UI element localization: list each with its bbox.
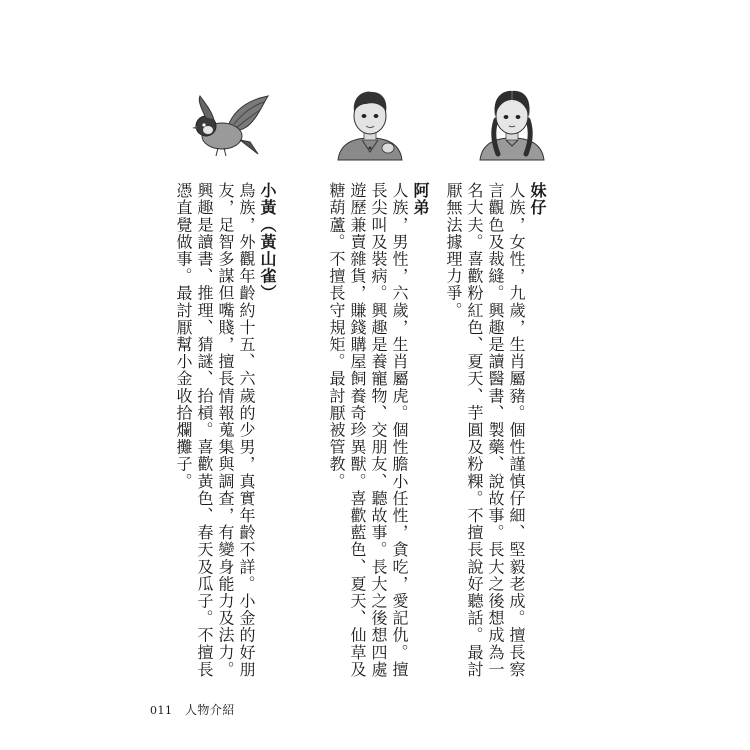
yellow-tit-bird-illustration — [188, 92, 274, 162]
character-name: 阿弟 — [411, 182, 430, 217]
character-entry-brother — [327, 182, 431, 682]
section-title: 人物介紹 — [184, 703, 235, 717]
page-footer — [150, 701, 235, 718]
character-description: 人族，男性，六歲，生肖屬虎。個性膽小任性，貪吃，愛記仇。擅長尖叫及裝病。興趣是養寵物、交朋友、聽故事。長大之後想四處遊歷兼賣雜貨，賺錢購屋飼養奇珍異獸。喜歡藍色、夏天、仙草及糖葫蘆。不擅長守規矩。最討厭被管教。 — [327, 182, 409, 678]
character-description: 鳥族，外觀年齡約十五、六歲的少男，真實年齡不詳。小金的好朋友，足智多謀但嘴賤，擅長情報蒐集與調查，有變身能力及法力。興趣是讀書、推理、猜謎、抬槓。喜歡黃色、春天及瓜子。不擅長憑直覺做事。最討厭幫小金收拾爛攤子。 — [174, 182, 256, 678]
brother-portrait-illustration — [330, 82, 410, 162]
sister-portrait-illustration — [472, 82, 552, 162]
character-entry-sister — [444, 182, 548, 682]
character-entry-sparrow — [174, 182, 278, 682]
character-name: 小黃（黃山雀） — [258, 182, 277, 302]
character-name: 妹仔 — [528, 182, 547, 217]
character-description: 人族，女性，九歲，生肖屬豬。個性謹慎仔細、堅毅老成。擅長察言觀色及裁縫。興趣是讀醫書、製藥、說故事。長大之後想成為一名大夫。喜歡粉紅色、夏天、芋圓及粉粿。不擅長說好聽話。最討厭無法據理力爭。 — [444, 182, 526, 678]
page-number: 011 — [150, 704, 173, 717]
